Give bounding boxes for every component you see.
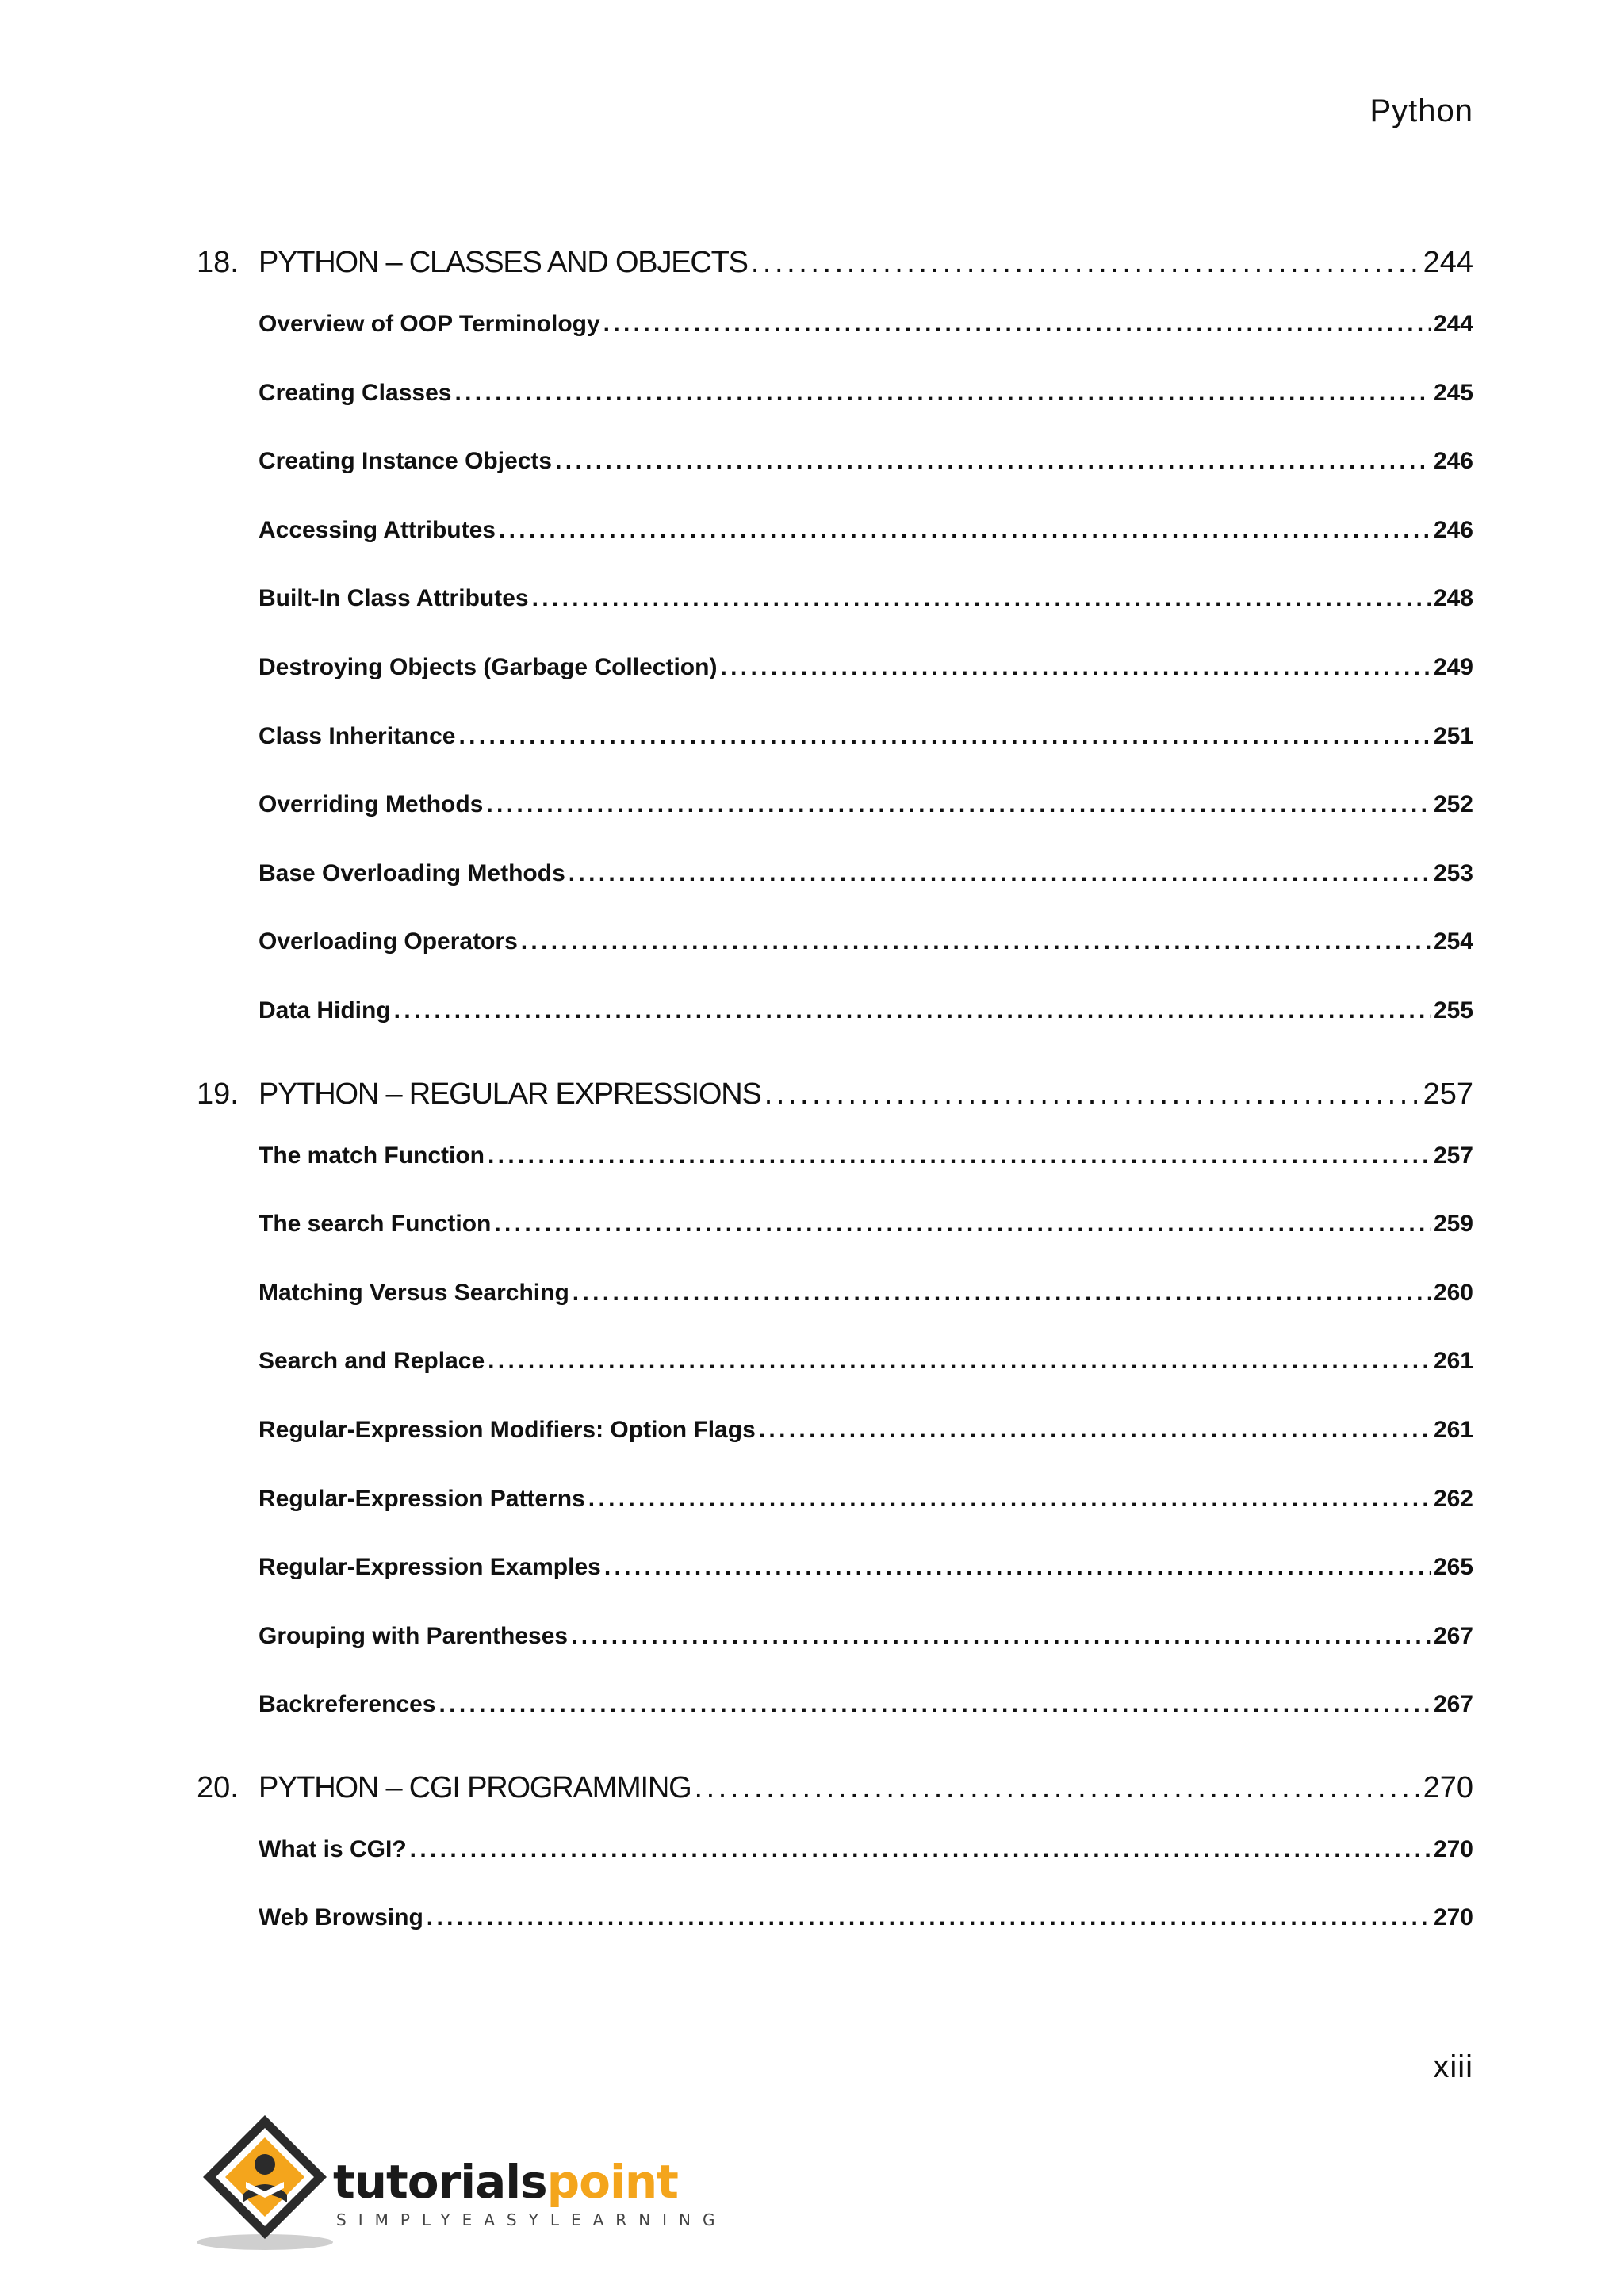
dot-leader: [410, 1836, 1431, 1863]
toc-entry[interactable]: [197, 569, 1473, 638]
toc-entry[interactable]: [197, 1607, 1473, 1676]
entry-title: Class Inheritance: [259, 722, 456, 749]
toc-entry[interactable]: [197, 982, 1473, 1050]
entry-page-number: 246: [1433, 448, 1473, 475]
chapter-title: PYTHON – CLASSES AND OBJECTS: [259, 246, 748, 279]
toc-entry[interactable]: [197, 638, 1473, 707]
dot-leader: [569, 860, 1431, 887]
entry-title: Overriding Methods: [259, 791, 484, 818]
dot-leader: [571, 1623, 1431, 1650]
logo-tagline: SIMPLYEASYLEARNING: [336, 2210, 727, 2229]
dot-leader: [751, 246, 1420, 280]
entry-page-number: 246: [1433, 516, 1473, 543]
entry-page-number: 257: [1433, 1142, 1473, 1169]
dot-leader: [521, 928, 1431, 955]
toc-entry[interactable]: [197, 1195, 1473, 1264]
toc-entry[interactable]: [197, 1675, 1473, 1744]
dot-leader: [439, 1691, 1431, 1718]
entry-title: Regular-Expression Examples: [259, 1554, 601, 1581]
dot-leader: [604, 1554, 1431, 1581]
dot-leader: [486, 791, 1431, 818]
entry-title: Regular-Expression Modifiers: Option Flags: [259, 1416, 756, 1443]
chapter-number: 19.: [197, 1077, 239, 1111]
entry-title: Accessing Attributes: [259, 516, 496, 543]
toc-chapter[interactable]: [197, 1070, 1473, 1127]
entry-page-number: 267: [1433, 1622, 1473, 1649]
toc-chapter[interactable]: [197, 238, 1473, 295]
toc-entry[interactable]: [197, 1888, 1473, 1957]
entry-title: Base Overloading Methods: [259, 859, 565, 886]
entry-title: Web Browsing: [259, 1904, 423, 1931]
toc-entry[interactable]: [197, 913, 1473, 982]
dot-leader: [720, 654, 1431, 681]
entry-page-number: 260: [1433, 1279, 1473, 1306]
entry-title: Search and Replace: [259, 1348, 485, 1375]
tutorialspoint-logo: [193, 2109, 727, 2252]
entry-title: Creating Instance Objects: [259, 448, 553, 475]
chapter-page-number: 244: [1423, 246, 1473, 279]
entry-page-number: 255: [1433, 997, 1473, 1024]
entry-page-number: 261: [1433, 1416, 1473, 1443]
toc-entry[interactable]: [197, 1538, 1473, 1607]
entry-title: Overview of OOP Terminology: [259, 311, 600, 337]
toc-entry[interactable]: [197, 501, 1473, 570]
entry-title: Destroying Objects (Garbage Collection): [259, 653, 718, 680]
dot-leader: [488, 1142, 1431, 1169]
chapter-title: PYTHON – CGI PROGRAMMING: [259, 1770, 691, 1804]
dot-leader: [764, 1077, 1420, 1112]
dot-leader: [394, 997, 1431, 1024]
entry-page-number: 265: [1433, 1554, 1473, 1581]
entry-page-number: 249: [1433, 653, 1473, 680]
toc-entry[interactable]: [197, 1820, 1473, 1889]
dot-leader: [555, 448, 1431, 475]
entry-title: Grouping with Parentheses: [259, 1622, 569, 1649]
entry-page-number: 244: [1433, 311, 1473, 337]
entry-page-number: 270: [1433, 1835, 1473, 1862]
entry-page-number: 245: [1433, 379, 1473, 406]
dot-leader: [454, 380, 1430, 407]
toc-entry[interactable]: [197, 1264, 1473, 1333]
entry-title: The match Function: [259, 1142, 485, 1169]
dot-leader: [603, 311, 1431, 338]
entry-title: Matching Versus Searching: [259, 1279, 569, 1306]
entry-page-number: 261: [1433, 1348, 1473, 1375]
dot-leader: [532, 585, 1431, 612]
entry-page-number: 253: [1433, 859, 1473, 886]
dot-leader: [488, 1348, 1431, 1375]
toc-entry[interactable]: [197, 1401, 1473, 1470]
entry-title: Creating Classes: [259, 379, 452, 406]
toc-entry[interactable]: [197, 364, 1473, 433]
table-of-contents: [197, 238, 1473, 1957]
toc-entry[interactable]: [197, 707, 1473, 776]
logo-diamond-icon: [193, 2109, 344, 2252]
toc-chapter[interactable]: [197, 1763, 1473, 1820]
chapter-title: PYTHON – REGULAR EXPRESSIONS: [259, 1077, 761, 1111]
entry-title: Built-In Class Attributes: [259, 585, 529, 612]
entry-title: Overloading Operators: [259, 928, 518, 955]
entry-title: What is CGI?: [259, 1835, 407, 1862]
dot-leader: [588, 1486, 1431, 1513]
chapter-spacer: [197, 1050, 1473, 1070]
chapter-number: 18.: [197, 246, 239, 279]
dot-leader: [458, 723, 1431, 750]
page-number: xiii: [1433, 2049, 1473, 2084]
entry-page-number: 259: [1433, 1211, 1473, 1238]
entry-page-number: 248: [1433, 585, 1473, 612]
dot-leader: [499, 517, 1431, 544]
entry-page-number: 267: [1433, 1691, 1473, 1718]
entry-page-number: 254: [1433, 928, 1473, 955]
dot-leader: [759, 1417, 1431, 1444]
entry-page-number: 252: [1433, 791, 1473, 818]
chapter-spacer: [197, 1744, 1473, 1763]
entry-title: Regular-Expression Patterns: [259, 1485, 585, 1512]
entry-title: The search Function: [259, 1211, 492, 1238]
entry-page-number: 270: [1433, 1904, 1473, 1931]
toc-entry[interactable]: [197, 432, 1473, 501]
running-header: Python: [1369, 94, 1473, 128]
entry-page-number: 251: [1433, 722, 1473, 749]
entry-title: Backreferences: [259, 1691, 436, 1718]
toc-entry[interactable]: [197, 844, 1473, 913]
dot-leader: [694, 1771, 1419, 1805]
dot-leader: [573, 1280, 1431, 1307]
chapter-page-number: 257: [1423, 1077, 1473, 1111]
chapter-page-number: 270: [1423, 1770, 1473, 1804]
dot-leader: [494, 1211, 1431, 1238]
toc-entry[interactable]: [197, 1332, 1473, 1401]
entry-page-number: 262: [1433, 1485, 1473, 1512]
entry-title: Data Hiding: [259, 997, 391, 1024]
toc-entry[interactable]: [197, 1470, 1473, 1539]
toc-entry[interactable]: [197, 775, 1473, 844]
toc-entry[interactable]: [197, 1127, 1473, 1196]
dot-leader: [427, 1904, 1431, 1931]
chapter-number: 20.: [197, 1770, 239, 1804]
toc-entry[interactable]: [197, 295, 1473, 364]
logo-wordmark: tutorialspoint: [333, 2155, 678, 2209]
